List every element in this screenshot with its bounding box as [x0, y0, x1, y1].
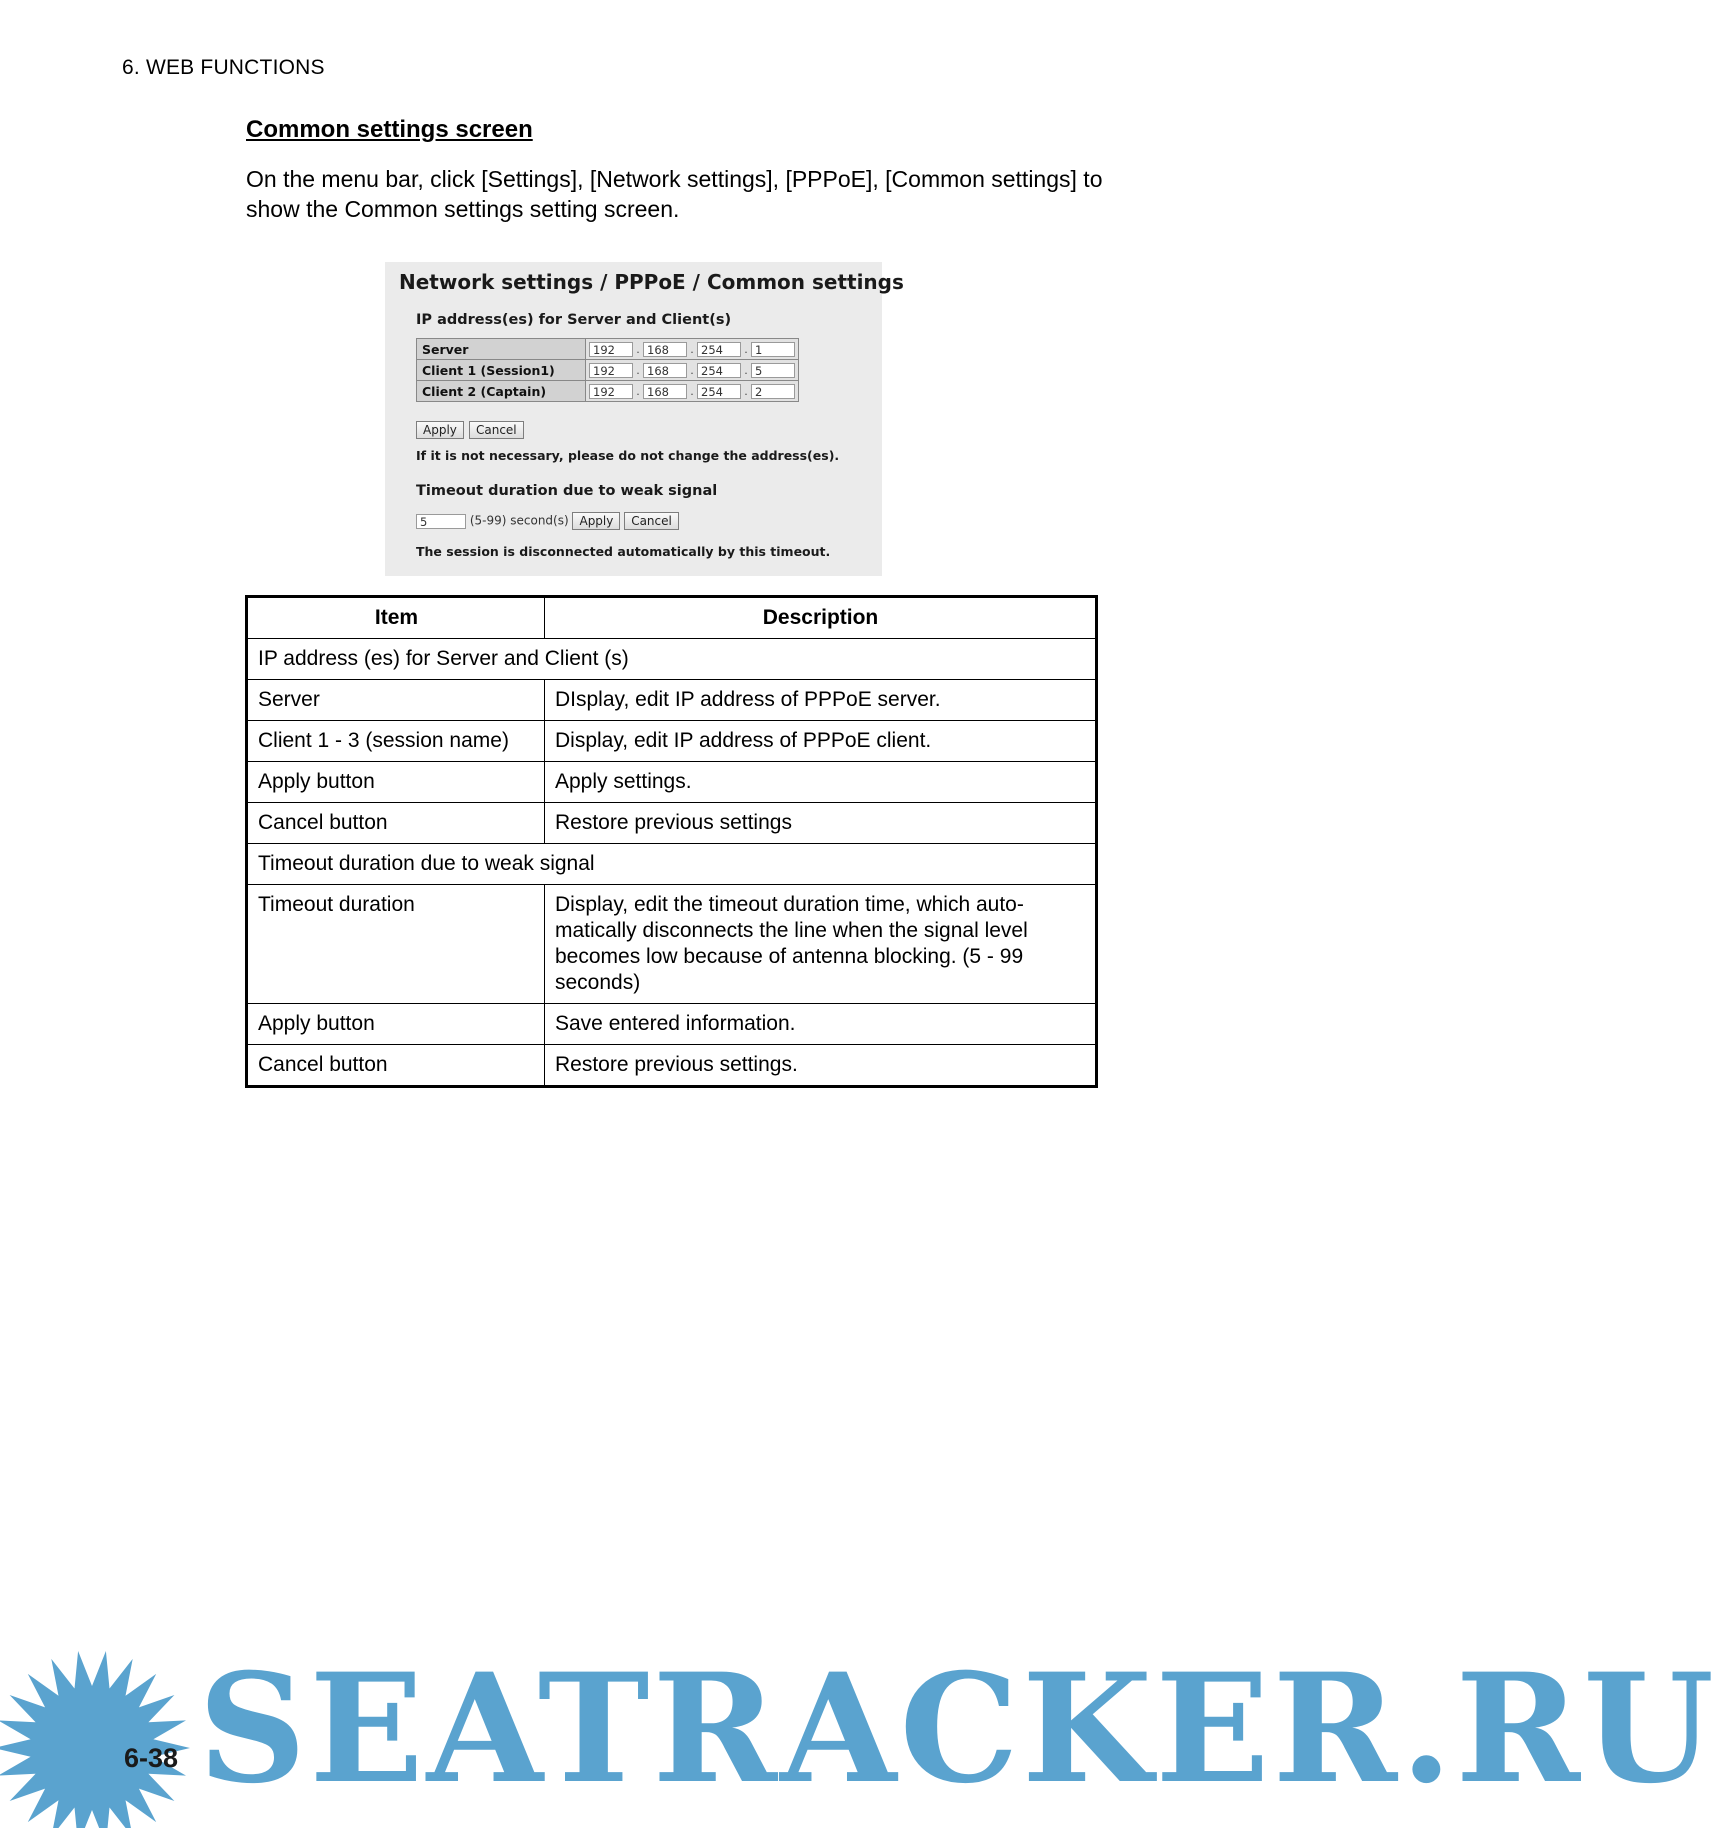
table-section-row	[247, 844, 1097, 885]
settings-screenshot	[385, 262, 904, 576]
ip-octet-input[interactable]: 168	[643, 342, 687, 357]
ip-octet-input[interactable]: 2	[751, 384, 795, 399]
description-cell: DIsplay, edit IP address of PPPoE server.	[545, 680, 1097, 721]
ip-octet-input[interactable]: 168	[643, 363, 687, 378]
item-cell: Apply button	[247, 762, 545, 803]
table-row	[247, 721, 1097, 762]
cancel-button[interactable]: Cancel	[469, 421, 524, 439]
description-table	[245, 595, 1098, 1088]
ip-octet-input[interactable]: 254	[697, 342, 741, 357]
ip-note: If it is not necessary, please do not change the address(es).	[416, 448, 840, 463]
section-label: IP address (es) for Server and Client (s)	[247, 639, 1097, 680]
ip-button-group	[416, 419, 524, 439]
ip-octet-input[interactable]: 254	[697, 363, 741, 378]
timeout-section-title: Timeout duration due to weak signal	[416, 483, 718, 499]
ip-octet-input[interactable]: 192	[589, 342, 633, 357]
item-cell: Timeout duration	[247, 885, 545, 1004]
ip-row-client2: Client 2 (Captain) 192 . 168 . 254 . 2	[417, 381, 799, 402]
section-label: Timeout duration due to weak signal	[247, 844, 1097, 885]
description-cell: Apply settings.	[545, 762, 1097, 803]
table-row	[247, 885, 1097, 1004]
column-header-item: Item	[247, 597, 545, 639]
ip-row-label: Client 1 (Session1)	[417, 360, 586, 381]
ip-octet-input[interactable]: 1	[751, 342, 795, 357]
timeout-apply-button[interactable]: Apply	[572, 512, 620, 530]
timeout-note: The session is disconnected automatically by this timeout.	[416, 544, 831, 559]
ip-octet-input[interactable]: 5	[751, 363, 795, 378]
table-row	[247, 1045, 1097, 1087]
table-row	[247, 1004, 1097, 1045]
apply-button[interactable]: Apply	[416, 421, 464, 439]
table-row	[247, 803, 1097, 844]
description-cell: Save entered information.	[545, 1004, 1097, 1045]
screenshot-title: Network settings / PPPoE / Common settings	[399, 270, 904, 294]
timeout-row	[416, 512, 679, 530]
description-cell: Display, edit IP address of PPPoE client.	[545, 721, 1097, 762]
item-cell: Apply button	[247, 1004, 545, 1045]
table-row	[247, 762, 1097, 803]
ip-row-server: Server 192 . 168 . 254 . 1	[417, 339, 799, 360]
item-cell: Server	[247, 680, 545, 721]
ip-row-label: Server	[417, 339, 586, 360]
item-cell: Cancel button	[247, 1045, 545, 1087]
timeout-cancel-button[interactable]: Cancel	[624, 512, 679, 530]
intro-paragraph: On the menu bar, click [Settings], [Network settings], [PPPoE], [Common settings] to show the Common settings setting screen.	[246, 166, 1103, 222]
ip-section-title: IP address(es) for Server and Client(s)	[416, 312, 732, 328]
ip-octet-input[interactable]: 254	[697, 384, 741, 399]
description-cell: Display, edit the timeout duration time, which auto-matically disconnects the line when the signal level becomes low because of antenna blocking. (5 - 99 seconds)	[545, 885, 1097, 1004]
timeout-range-label: (5-99) second(s)	[469, 513, 569, 528]
description-cell: Restore previous settings.	[545, 1045, 1097, 1087]
watermark-text: SEATRACKER.RU	[198, 1641, 1717, 1817]
ip-row-client1: Client 1 (Session1) 192 . 168 . 254 . 5	[417, 360, 799, 381]
column-header-description: Description	[545, 597, 1097, 639]
sunburst-rays	[0, 1651, 190, 1828]
page-number: 6-38	[124, 1743, 179, 1773]
ip-row-label: Client 2 (Captain)	[417, 381, 586, 402]
table-header-row	[247, 597, 1097, 639]
timeout-input[interactable]: 5	[416, 514, 466, 529]
table-section-row	[247, 639, 1097, 680]
ip-octet-input[interactable]: 192	[589, 384, 633, 399]
item-cell: Client 1 - 3 (session name)	[247, 721, 545, 762]
ip-octet-input[interactable]: 168	[643, 384, 687, 399]
section-header: 6. WEB FUNCTIONS	[122, 56, 325, 79]
table-row	[247, 680, 1097, 721]
page-heading: Common settings screen	[246, 116, 533, 143]
item-cell: Cancel button	[247, 803, 545, 844]
ip-address-table	[416, 338, 799, 402]
description-cell: Restore previous settings	[545, 803, 1097, 844]
ip-octet-input[interactable]: 192	[589, 363, 633, 378]
